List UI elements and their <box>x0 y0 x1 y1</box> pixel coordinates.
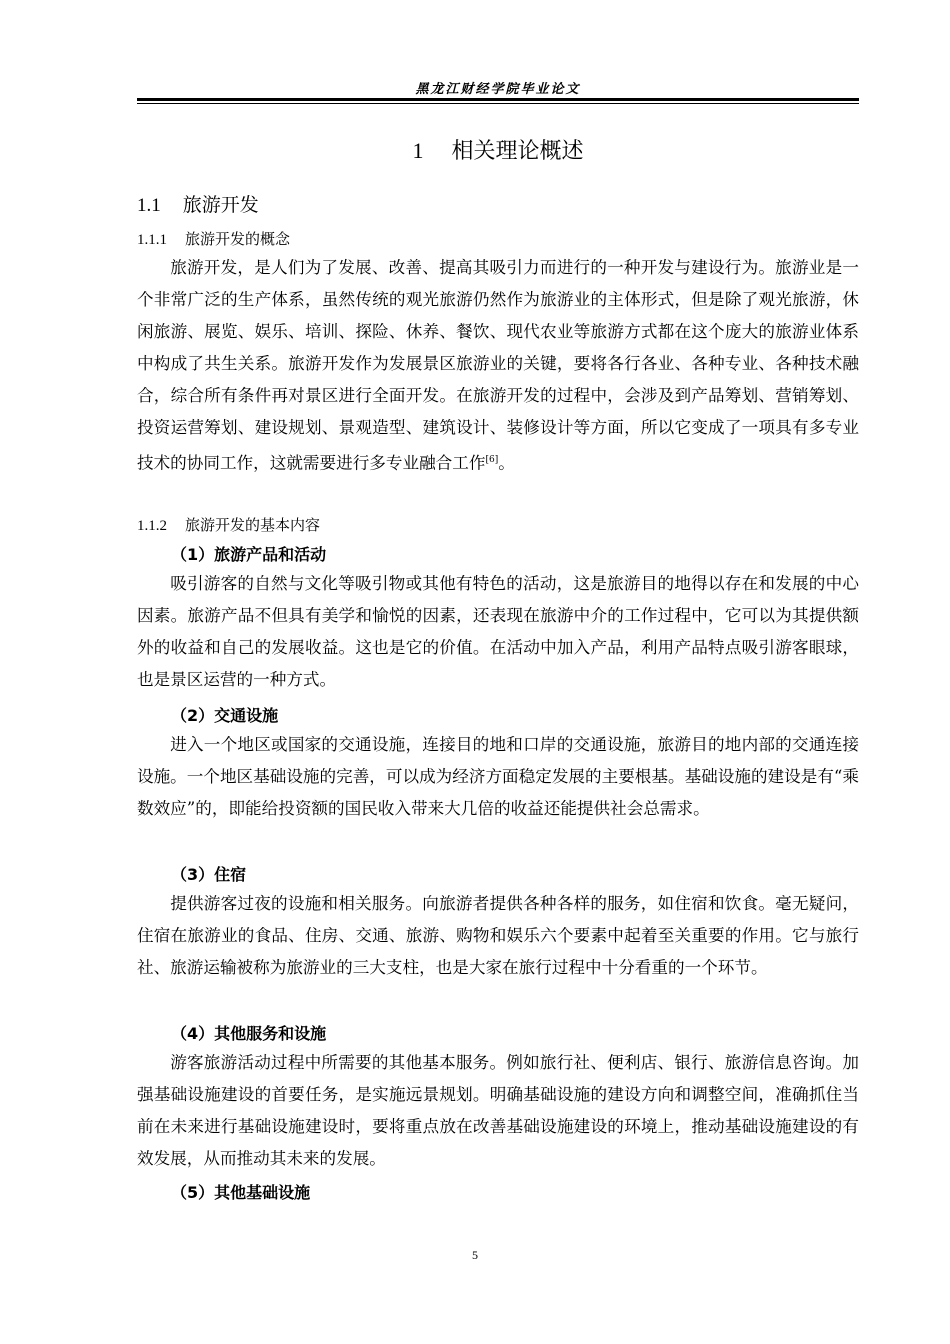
running-header: 黑龙江财经学院毕业论文 <box>415 82 581 97</box>
chapter-title-text: 相关理论概述 <box>451 139 584 164</box>
subsection-title: 旅游开发的基本内容 <box>185 516 321 534</box>
subsection-number: 1.1.2 <box>137 518 167 534</box>
paragraph-item-3: 提供游客过夜的设施和相关服务。向旅游者提供各种各样的服务，如住宿和饮食。毫无疑问，住宿在旅游业的食品、住房、交通、旅游、购物和娱乐六个要素中起着至关重要的作用。它与旅行社、旅游运输被称为旅游业的三大支柱，也是大家在旅行过程中十分看重的一个环节。 <box>137 894 859 977</box>
paragraph-item-2: 进入一个地区或国家的交通设施，连接目的地和口岸的交通设施，旅游目的地内部的交通连接设施。一个地区基础设施的完善，可以成为经济方面稳定发展的主要根基。基础设施的建设是有“乘数效应”的，即能给投资额的国民收入带来大几倍的收益还能提供社会总需求。 <box>137 735 860 818</box>
subsection-number: 1.1.1 <box>137 232 167 248</box>
section-title: 旅游开发 <box>182 194 259 216</box>
item-heading-3: （3）住宿 <box>171 865 247 884</box>
section-number: 1.1 <box>137 195 161 216</box>
item-heading-4: （4）其他服务和设施 <box>171 1024 327 1043</box>
header-rule-thick <box>137 98 859 101</box>
item-heading-5: （5）其他基础设施 <box>171 1183 311 1202</box>
paragraph-text: 旅游开发，是人们为了发展、改善、提高其吸引力而进行的一种开发与建设行为。旅游业是一个非常广泛的生产体系，虽然传统的观光旅游仍然作为旅游业的主体形式，但是除了观光旅游，休闲旅游、展览、娱乐、培训、探险、休养、餐饮、现代农业等旅游方式都在这个庞大的旅游业体系中构成了共生关系。旅游开发作为发展景区旅游业的关键，要将各行各业、各种专业、各种技术融合，综合所有条件再对景区进行全面开发。在旅游开发的过程中，会涉及到产品筹划、营销筹划、投资运营筹划、建设规划、景观造型、建筑设计、装修设计等方面，所以它变成了一项具有多专业技术的协同工作，这就需要进行多专业融合工作 <box>137 258 859 473</box>
section-heading-1-1-2 <box>137 514 320 535</box>
paragraph-item-4: 游客旅游活动过程中所需要的其他基本服务。例如旅行社、便利店、银行、旅游信息咨询。加强基础设施建设的首要任务，是实施远景规划。明确基础设施的建设方向和调整空间，准确抓住当前在未来进行基础设施建设时，要将重点放在改善基础设施建设的环境上，推动基础设施建设的有效发展，从而推动其未来的发展。 <box>137 1053 859 1168</box>
page-number: 5 <box>472 1248 478 1262</box>
paragraph-item-1: 吸引游客的自然与文化等吸引物或其他有特色的活动，这是旅游目的地得以存在和发展的中心因素。旅游产品不但具有美学和愉悦的因素，还表现在旅游中介的工作过程中，它可以为其提供额外的收益和自己的发展收益。这也是它的价值。在活动中加入产品，利用产品特点吸引游客眼球，也是景区运营的一种方式。 <box>137 574 859 689</box>
citation-mark: [6] <box>485 455 499 465</box>
item-heading-1: （1）旅游产品和活动 <box>171 545 327 564</box>
section-heading-1-1-1 <box>137 228 290 249</box>
paragraph-end: 。 <box>498 453 515 473</box>
chapter-number: 1 <box>412 138 424 163</box>
header-rule-thin <box>137 103 859 104</box>
subsection-title: 旅游开发的概念 <box>185 230 291 248</box>
section-heading-1-1 <box>137 190 259 217</box>
paragraph-concept <box>137 252 859 480</box>
item-heading-2: （2）交通设施 <box>171 706 279 725</box>
chapter-title <box>137 134 859 165</box>
